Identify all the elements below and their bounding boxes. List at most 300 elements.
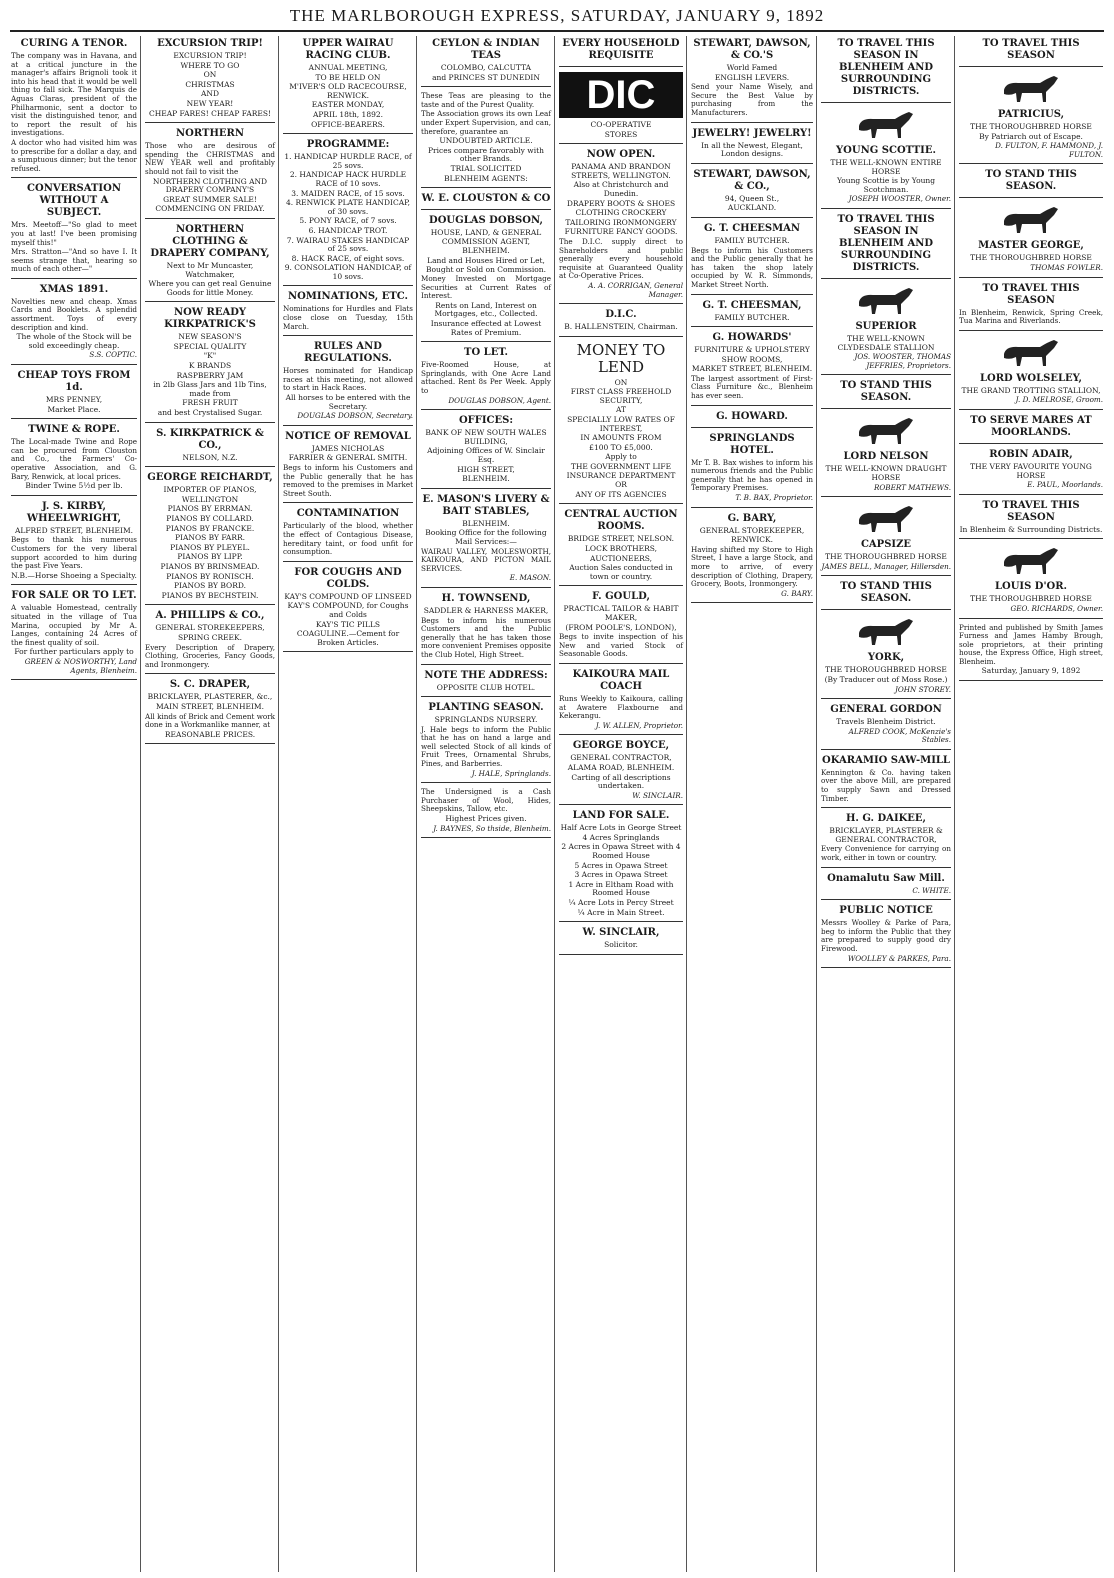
ad-text: BLENHEIM AGENTS: <box>444 173 528 183</box>
column-divider <box>816 36 817 1572</box>
ad-heading: NOW READY KIRKPATRICK'S <box>164 307 256 331</box>
ad-heading: CONTAMINATION <box>296 508 400 520</box>
ad-heading: TWINE & ROPE. <box>28 424 120 436</box>
advertisement-block <box>11 501 137 586</box>
ad-text: The Undersigned is a Cash Purchaser of Wool, Hides, Sheepskins, Tallow, etc. <box>421 787 551 814</box>
ad-heading: ROBIN ADAIR, <box>989 448 1073 460</box>
advertisement-block <box>959 38 1103 67</box>
ad-text: THE GOVERNMENT LIFE INSURANCE DEPARTMENT <box>566 462 676 480</box>
advertisement-block <box>11 370 137 419</box>
ad-text: and PRINCES ST DUNEDIN <box>432 72 540 82</box>
advertisement-block <box>145 307 275 422</box>
block-separator <box>691 122 813 123</box>
ad-heading: LOUIS D'OR. <box>994 581 1068 593</box>
ad-text: LOCK BROTHERS, <box>584 544 658 553</box>
ad-signature: J. BAYNES, So thside, Blenheim. <box>433 823 551 833</box>
advertisement-block <box>691 513 813 604</box>
block-separator <box>691 326 813 327</box>
ad-text: BRICKLAYER, PLASTERER & GENERAL CONTRACTOR, <box>829 826 943 844</box>
ad-heading: TO TRAVEL THIS SEASON IN BLENHEIM AND SURROUNDING DISTRICTS. <box>837 38 935 97</box>
block-separator <box>421 409 551 410</box>
block-separator <box>283 133 413 134</box>
ad-text: 5 Acres in Opawa Street <box>574 860 668 870</box>
ad-heading: CEYLON & INDIAN TEAS <box>432 38 540 61</box>
block-separator <box>11 679 137 680</box>
advertisement-block <box>11 284 137 365</box>
horse-illustration <box>996 336 1066 370</box>
ad-text: The company was in Havana, and at a critical juncture in the manager's affairs Brignoli took it into his head that it would be well thing to fall sick. The Marquis de Aguas Claras, president of the Philharmonic, sent a doctor to visit the distinguished tenor, and to report the result of his investigations. <box>11 51 137 138</box>
ad-heading: LORD NELSON <box>843 451 929 463</box>
advertisement-block <box>559 38 683 67</box>
ad-text: AND <box>201 89 219 99</box>
ad-text: Auction Sales conducted in town or country. <box>569 563 673 581</box>
advertisement-block <box>559 591 683 664</box>
ad-text: 8. HACK RACE, of eight sovs. <box>291 253 405 263</box>
ad-heading: CENTRAL AUCTION ROOMS. <box>564 509 678 533</box>
block-separator <box>959 66 1103 67</box>
ad-text: 5. PONY RACE, of 7 sovs. <box>299 216 397 226</box>
ad-signature: J. W. ALLEN, Proprietor. <box>595 720 683 730</box>
block-separator <box>821 698 951 699</box>
advertisement-block <box>821 414 951 497</box>
ad-heading: H. TOWNSEND, <box>441 592 531 604</box>
block-separator <box>959 680 1103 681</box>
advertisement-block <box>559 149 683 304</box>
ad-signature: WOOLLEY & PARKES, Para. <box>847 953 951 963</box>
block-separator <box>821 374 951 375</box>
block-separator <box>559 503 683 504</box>
ad-text: APRIL 18th, 1892. <box>312 109 384 119</box>
block-separator <box>959 443 1103 444</box>
ad-text: EXCURSION TRIP! <box>173 51 247 60</box>
ad-heading: Onamalutu Saw Mill. <box>827 872 945 884</box>
advertisement-block <box>959 544 1103 618</box>
ad-signature: JOSEPH WOOSTER, Owner. <box>848 194 951 204</box>
block-separator <box>821 749 951 750</box>
ad-heading: CONVERSATION WITHOUT A SUBJECT. <box>27 183 121 219</box>
ad-text: CO-OPERATIVE <box>590 120 652 129</box>
advertisement-block <box>145 224 275 302</box>
ad-heading: W. SINCLAIR, <box>582 927 660 939</box>
block-separator <box>421 488 551 489</box>
ad-text: The Association grows its own Leaf under Expert Supervision, and can, therefore, guarantee an <box>421 109 551 136</box>
ad-text: Land and Houses Hired or Let, Bought or Sold on Commission. <box>425 255 547 274</box>
ad-text: EASTER MONDAY, <box>311 100 385 110</box>
ad-heading: STEWART, DAWSON, & CO., <box>693 168 811 192</box>
ad-text: Messrs Woolley & Parke of Para, beg to inform the Public that they are prepared to supply good dry Firewood. <box>821 918 951 953</box>
ad-text: BRICKLAYER, PLASTERER, &c., <box>147 692 273 702</box>
ad-text: 9. CONSOLATION HANDICAP, of 10 sovs. <box>284 263 412 281</box>
block-separator <box>421 209 551 210</box>
block-separator <box>145 422 275 423</box>
ad-text: The Local-made Twine and Rope can be procured from Clouston and Co., the Farmers' Co-operative Association, and G. Bary, Renwick, at local prices. <box>11 437 137 481</box>
ad-text: IN AMOUNTS FROM <box>580 433 662 443</box>
ad-text: THE WELL-KNOWN CLYDESDALE STALLION <box>837 333 935 352</box>
advertisement-block <box>11 38 137 178</box>
block-separator <box>283 285 413 286</box>
ad-text: Mr T. B. Bax wishes to inform his numerous friends and the Public generally that he has opened in Temporary Premises. <box>691 457 813 493</box>
advertisement-block <box>691 411 813 428</box>
ad-text: OPPOSITE CLUB HOTEL. <box>436 682 536 692</box>
block-separator <box>283 651 413 652</box>
block-separator <box>421 837 551 838</box>
block-separator <box>559 303 683 304</box>
ad-heading: RULES AND REGULATIONS. <box>304 341 392 365</box>
ad-text: GENERAL STOREKEEPER, <box>699 525 805 535</box>
column-divider <box>140 36 141 1572</box>
ad-text: GENERAL STOREKEEPERS, <box>155 623 265 633</box>
ad-heading: EXCURSION TRIP! <box>157 38 263 49</box>
advertisement-block <box>821 284 951 375</box>
ad-text: The largest assortment of First-Class Furniture &c., Blenheim has ever seen. <box>691 373 813 401</box>
ad-heading: TO SERVE MARES AT MOORLANDS. <box>970 414 1092 438</box>
ad-text: CLOTHING CROCKERY <box>575 208 667 218</box>
horse-illustration <box>996 544 1066 578</box>
advertisement-block <box>691 332 813 406</box>
column-7 <box>818 36 954 1572</box>
block-separator <box>691 507 813 508</box>
ad-text: FURNITURE & UPHOLSTERY <box>694 345 810 355</box>
advertisement-block <box>421 670 551 698</box>
ad-heading: W. E. CLOUSTON & CO <box>421 193 551 205</box>
advertisement-block <box>283 431 413 504</box>
block-separator <box>821 102 951 103</box>
masthead: THE MARLBOROUGH EXPRESS, SATURDAY, JANUARY 9, 1892 <box>289 6 825 25</box>
ad-text: All horses to be entered with the Secretary. <box>285 393 411 411</box>
ad-text: Prices compare favorably with other Brands. <box>428 145 544 164</box>
ad-text: In Blenheim, Renwick, Spring Creek, Tua Marina and Riverlands. <box>959 307 1103 326</box>
block-separator <box>821 408 951 409</box>
ad-text: Begs to invite inspection of his New and varied Stock of Seasonable Goods. <box>559 632 683 659</box>
ad-text: RENWICK. <box>730 535 774 545</box>
ad-text: COAGULINE.—Cement for Broken Articles. <box>296 629 400 647</box>
column-1 <box>8 36 140 1572</box>
advertisement-block <box>421 347 551 410</box>
ad-text: SPRINGLANDS NURSERY. <box>434 715 538 725</box>
ad-signature: GREEN & NOSWORTHY, Land Agents, Blenheim. <box>24 656 137 675</box>
block-separator <box>283 561 413 562</box>
block-separator <box>559 585 683 586</box>
ad-text: PIANOS BY ERRMAN. <box>167 504 253 514</box>
ad-signature: JOS. WOOSTER, THOMAS JEFFRIES, Proprietors. <box>854 352 951 370</box>
block-separator <box>145 604 275 605</box>
advertisement-block <box>959 415 1103 444</box>
block-separator <box>691 163 813 164</box>
ad-heading: S. KIRKPATRICK & CO., <box>156 427 264 451</box>
ad-text: UNDOUBTED ARTICLE. <box>439 136 533 146</box>
ad-text: PIANOS BY FARR. <box>174 533 246 543</box>
ad-text: A doctor who had visited him was to prescribe for a dollar a day, and a sumptuous dinner; but the tenor refused. <box>11 137 137 173</box>
ad-text: PIANOS BY RONISCH. <box>166 571 254 581</box>
advertisement-block <box>691 169 813 218</box>
ad-text: Those who are desirous of spending the CHRISTMAS and NEW YEAR well and profitably should not fail to visit the <box>145 141 275 176</box>
ad-heading: G. T. CHEESMAN <box>703 222 801 234</box>
ad-text: PRACTICAL TAILOR & HABIT MAKER, <box>563 604 679 622</box>
ad-text: in 2lb Glass Jars and 1lb Tins, made from <box>153 380 267 398</box>
advertisement-block <box>559 342 683 505</box>
ad-text: IMPORTER OF PIANOS, <box>163 485 257 495</box>
block-separator <box>691 294 813 295</box>
ad-text: Particularly of the blood, whether the effect of Contagious Disease, hereditary taint, or food unfit for consumption. <box>283 521 413 557</box>
ad-text: ON <box>203 70 217 80</box>
ad-heading: FOR COUGHS AND COLDS. <box>294 566 402 590</box>
ad-text: Where you can get real Genuine Goods for little Money. <box>148 279 272 297</box>
advertisement-block <box>283 508 413 561</box>
ad-text: COMMENCING ON FRIDAY. <box>155 204 265 214</box>
column-divider <box>416 36 417 1572</box>
ad-heading: TO TRAVEL THIS SEASON <box>982 38 1080 61</box>
advertisement-block <box>821 873 951 901</box>
advertisement-block <box>959 72 1103 164</box>
ad-text: Next to Mr Muncaster, Watchmaker, <box>166 260 254 279</box>
ad-text: GENERAL CONTRACTOR, <box>570 753 672 763</box>
ad-text: OFFICE-BEARERS. <box>311 119 385 129</box>
block-separator <box>959 163 1103 164</box>
ad-signature: E. PAUL, Moorlands. <box>1027 480 1103 490</box>
ad-text: WAIRAU VALLEY, MOLESWORTH, KAIKOURA, AND PICTON MAIL SERVICES. <box>421 546 551 573</box>
ad-text: Binder Twine 5½d per lb. <box>25 481 123 491</box>
ad-text: Nominations for Hurdles and Flats close close on Tuesday, 15th March. <box>283 304 413 331</box>
advertisement-block <box>559 740 683 805</box>
column-8 <box>956 36 1106 1572</box>
column-6 <box>688 36 816 1572</box>
ad-text: Saturday, January 9, 1892 <box>981 666 1081 676</box>
ad-heading: TO STAND THIS SEASON. <box>840 380 932 404</box>
ad-heading: PATRICIUS, <box>997 109 1065 120</box>
ad-signature: JAMES BELL, Manager, Hillersden. <box>821 561 951 571</box>
block-separator <box>821 278 951 279</box>
advertisement-block <box>11 590 137 680</box>
ad-text: AUCTIONEERS, <box>589 553 652 563</box>
block-separator <box>959 197 1103 198</box>
advertisement-block <box>959 624 1103 682</box>
ad-heading: H. G. DAIKEE, <box>845 813 927 825</box>
ad-text: Runs Weekly to Kaikoura, calling at Awatere Flaxbourne and Kekerangu. <box>559 693 683 721</box>
ad-text: NEW YEAR! <box>186 98 234 108</box>
ad-heading: TO STAND THIS SEASON. <box>840 581 932 605</box>
ad-text: The D.I.C. supply direct to Shareholders and public generally every household requisite at Guaranteed Quality at Co-Operative Prices. <box>559 236 683 281</box>
ad-heading: GEORGE BOYCE, <box>572 740 670 752</box>
ad-text: THE VERY FAVOURITE YOUNG HORSE <box>970 461 1092 480</box>
block-separator <box>421 782 551 783</box>
block-separator <box>959 277 1103 278</box>
advertisement-block <box>821 502 951 576</box>
block-separator <box>421 664 551 665</box>
ad-text: ALFRED STREET, BLENHEIM. <box>14 525 134 535</box>
advertisement-block <box>821 615 951 699</box>
ad-text: Half Acre Lots in George Street <box>560 823 682 833</box>
advertisement-block <box>421 593 551 665</box>
horse-illustration <box>851 284 921 318</box>
ad-heading: CHEAP TOYS FROM 1d. <box>17 370 131 394</box>
block-separator <box>821 496 951 497</box>
advertisement-block <box>283 38 413 134</box>
ad-text: NEW SEASON'S <box>178 332 242 342</box>
ad-text: 6. HANDICAP TROT. <box>308 225 388 235</box>
ad-text: Begs to inform his Customers and the Public generally that he has removed to the premises in Market Street South. <box>283 463 413 498</box>
ad-heading: LAND FOR SALE. <box>572 810 670 822</box>
block-separator <box>559 734 683 735</box>
block-separator <box>11 364 137 365</box>
ad-signature: ROBERT MATHEWS. <box>873 482 951 492</box>
ad-signature: THOMAS FOWLER. <box>1030 262 1103 272</box>
block-separator <box>11 584 137 585</box>
ad-heading: PLANTING SEASON. <box>428 702 544 714</box>
ad-text: ¼ Acre Lots in Percy Street <box>568 898 674 908</box>
ad-text: COLOMBO, CALCUTTA <box>440 63 532 72</box>
ad-heading: NOTE THE ADDRESS: <box>424 669 548 681</box>
ad-heading: TO STAND THIS SEASON. <box>985 169 1077 193</box>
ad-text: 1 Acre in Eltham Road with Roomed House <box>568 879 674 898</box>
ad-heading: DOUGLAS DOBSON, <box>429 215 543 227</box>
block-separator <box>283 335 413 336</box>
ad-text: DRAPERY BOOTS & SHOES <box>566 198 676 208</box>
ad-text: Send your Name Wisely, and Secure the Best Value by purchasing from the Manufacturers. <box>691 82 813 117</box>
horse-illustration <box>851 108 921 142</box>
ad-text: THE THOROUGHBRED HORSE <box>825 552 947 562</box>
advertisement-block <box>691 128 813 164</box>
block-separator <box>691 427 813 428</box>
block-separator <box>821 967 951 968</box>
ad-text: Every Description of Drapery, Clothing, Groceries, Fancy Goods, and Ironmongery. <box>145 642 275 669</box>
ad-text: ¼ Acre in Main Street. <box>577 907 665 917</box>
ad-text: Market Place. <box>47 404 101 414</box>
block-separator <box>559 921 683 922</box>
ad-text: THE WELL-KNOWN DRAUGHT HORSE <box>825 464 947 482</box>
ad-text: THE THOROUGHBRED HORSE <box>970 253 1092 263</box>
ad-text: MRS PENNEY, <box>45 395 103 405</box>
ad-text: CHRISTMAS <box>185 79 235 89</box>
ad-text: Young Scottie is by Young Scotchman. <box>836 176 936 194</box>
ad-signature: ALFRED COOK, McKenzie's Stables. <box>848 726 951 745</box>
column-3 <box>280 36 416 1572</box>
column-5 <box>556 36 686 1572</box>
ad-signature: E. MASON. <box>509 573 551 583</box>
ad-text: TRIAL SOLICITED <box>450 163 522 173</box>
ad-text: WHERE TO GO <box>180 60 240 70</box>
ad-text: NELSON, N.Z. <box>182 452 238 462</box>
ad-heading: J. S. KIRBY, WHEELWRIGHT, <box>26 500 122 524</box>
ad-text: THE THOROUGHBRED HORSE <box>970 122 1092 131</box>
ad-text: PIANOS BY PLEYEL. <box>170 542 250 552</box>
ad-heading: A. PHILLIPS & CO., <box>155 610 265 622</box>
advertisement-block <box>283 139 413 286</box>
ad-text: WELLINGTON <box>181 494 239 504</box>
ad-text: THE WELL-KNOWN ENTIRE HORSE <box>830 158 942 176</box>
ad-heading: OFFICES: <box>458 415 514 427</box>
advertisement-block <box>421 415 551 489</box>
ad-text: Carting of all descriptions undertaken. <box>571 772 671 791</box>
ad-text: PIANOS BY COLLARD. <box>166 514 254 523</box>
ad-signature: S.S. COPTIC. <box>89 350 137 360</box>
advertisement-block <box>691 38 813 123</box>
block-separator <box>11 278 137 279</box>
ad-signature: T. B. BAX, Proprietor. <box>735 493 813 503</box>
advertisement-block <box>145 610 275 674</box>
ad-heading: YORK, <box>867 652 905 664</box>
advertisement-block <box>959 169 1103 198</box>
ad-signature: W. SINCLAIR. <box>632 790 683 800</box>
ad-heading: TO TRAVEL THIS SEASON <box>982 282 1080 306</box>
ad-text: 2. HANDICAP HACK HURDLE RACE of 10 sovs. <box>289 170 407 188</box>
ad-text: Money Invested on Mortgage Securities at Current Rates of Interest. <box>421 274 551 301</box>
ad-heading: TO TRAVEL THIS SEASON IN BLENHEIM AND SURROUNDING DISTRICTS. <box>837 213 935 273</box>
ad-text: RASPBERRY JAM <box>176 370 244 380</box>
horse-illustration <box>996 72 1066 106</box>
ad-text: SPECIALLY LOW RATES OF INTEREST, <box>567 415 675 433</box>
ad-text: 94, Queen St., <box>724 193 780 203</box>
advertisement-block <box>421 702 551 783</box>
ad-heading: NORTHERN <box>176 128 244 140</box>
ad-heading: NOTICE OF REMOVAL <box>285 430 411 442</box>
ad-heading: MONEY TO LEND <box>576 340 666 376</box>
block-separator <box>959 538 1103 539</box>
advertisement-block <box>559 509 683 586</box>
ad-text: N.B.—Horse Shoeing a Specialty. <box>11 570 137 580</box>
ad-heading: GEORGE REICHARDT, <box>147 472 273 484</box>
ad-heading: NOW OPEN. <box>586 149 656 161</box>
horse-illustration <box>996 203 1066 237</box>
block-separator <box>821 899 951 900</box>
advertisement-block <box>283 567 413 653</box>
ad-signature: A. A. CORRIGAN, General Manager. <box>588 280 683 299</box>
ad-heading: PROGRAMME: <box>306 139 390 151</box>
ad-text: ALAMA ROAD, BLENHEIM. <box>567 762 675 772</box>
ad-text: NORTHERN CLOTHING AND DRAPERY COMPANY'S <box>152 176 268 195</box>
ad-text: BANK OF NEW SOUTH WALES BUILDING, <box>425 428 547 446</box>
ad-text: Begs to inform his Customers and the Public generally that he has taken the shop lately occupied by W. R. Simmonds, Market Street North. <box>691 245 813 289</box>
ad-text: BLENHEIM. <box>462 474 510 484</box>
ad-text: £100 TO £5,000. <box>589 442 653 452</box>
ad-heading: S. C. DRAPER, <box>169 679 251 691</box>
advertisement-block <box>959 449 1103 495</box>
ad-text: AUCKLAND. <box>727 203 777 213</box>
ad-text: 1. HANDICAP HURDLE RACE, of 25 sovs. <box>284 152 412 170</box>
ad-text: THE THOROUGHBRED HORSE <box>970 594 1092 604</box>
advertisement-block <box>421 494 551 588</box>
ad-text: and best Crystalised Sugar. <box>157 408 263 418</box>
ad-text: Begs to thank his numerous Customers for the very liberal support accorded to him during the past Five Years. <box>11 535 137 571</box>
ad-text: 4. RENWICK PLATE HANDICAP, of 30 sovs. <box>285 198 411 216</box>
ad-text: 2 Acres in Opawa Street with 4 Roomed House <box>561 842 681 861</box>
block-separator <box>559 954 683 955</box>
block-separator <box>821 575 951 576</box>
block-separator <box>11 495 137 496</box>
ad-text: FIRST CLASS FREEHOLD SECURITY, <box>570 387 672 405</box>
advertisement-block <box>559 810 683 922</box>
block-separator <box>145 743 275 744</box>
ad-text: The whole of the Stock will be sold exceedingly cheap. <box>16 332 132 350</box>
ad-signature: D. FULTON, F. HAMMOND, J. FULTON. <box>995 141 1103 159</box>
block-separator <box>11 418 137 419</box>
ad-text: Printed and published by Smith James Furness and James Hamby Brough, sole proprietors, at their printing house, the Express Office, High street, Blenheim. <box>959 622 1103 666</box>
column-divider <box>278 36 279 1572</box>
block-separator <box>821 867 951 868</box>
advertisement-block <box>691 223 813 295</box>
ad-text: ANNUAL MEETING, <box>308 63 388 72</box>
column-4 <box>418 36 554 1572</box>
ad-heading: E. MASON'S LIVERY & BAIT STABLES, <box>422 493 550 517</box>
ad-text: Mrs. Stratton—"And so have I. It seems strange that, hearing so much of each other—" <box>11 247 137 274</box>
block-separator <box>11 177 137 178</box>
advertisement-block <box>421 38 551 87</box>
ad-text: For further particulars apply to <box>14 647 134 657</box>
ad-signature: DOUGLAS DOBSON, Secretary. <box>297 411 413 421</box>
block-separator <box>691 602 813 603</box>
ad-text: THE GRAND TROTTING STALLION, <box>961 385 1101 395</box>
ad-text: Adjoining Offices of W. Sinclair Esq. <box>427 446 545 464</box>
ad-text: 7. WAIRAU STAKES HANDICAP of 25 sovs. <box>286 235 410 254</box>
